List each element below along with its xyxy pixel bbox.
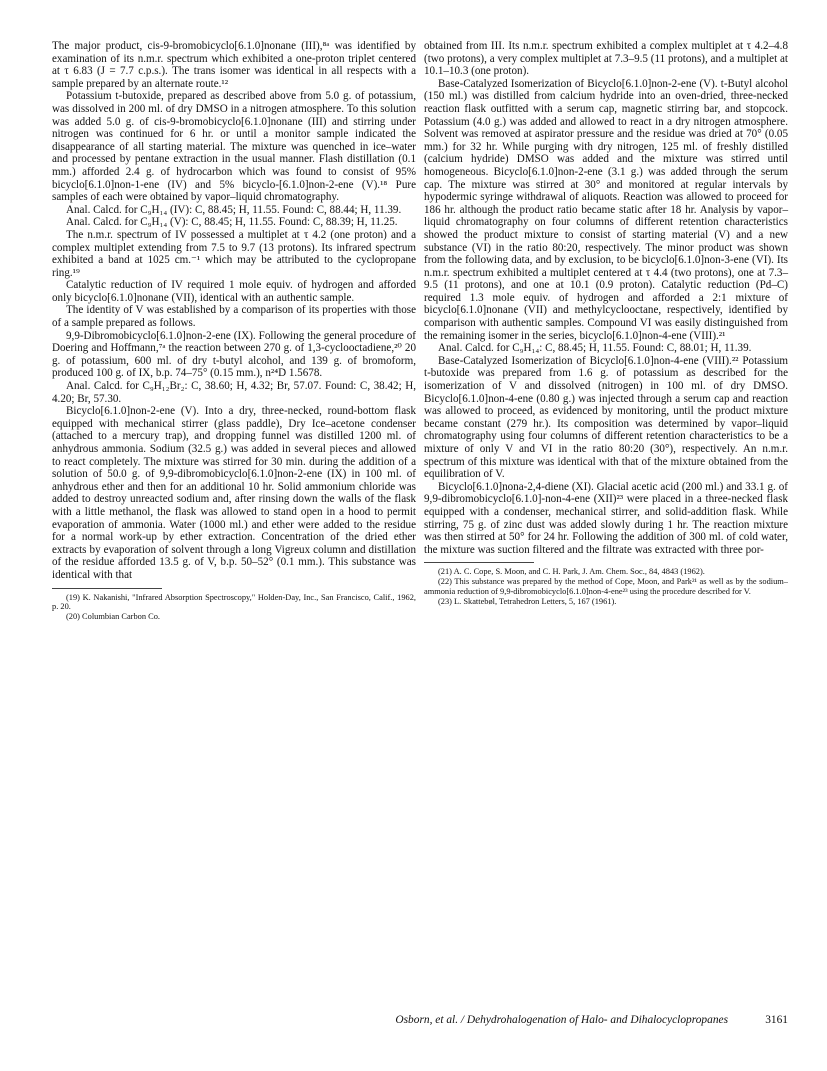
footnote: (21) A. C. Cope, S. Moon, and C. H. Park, J. Am. Chem. Soc., 84, 4843 (1962). xyxy=(438,567,705,577)
right-column xyxy=(424,40,788,607)
paragraph: Base-Catalyzed Isomerization of Bicyclo[6.1.0]non-2-ene (V). t-Butyl alcohol (150 ml.) was distilled from calcium hydride into an oven-dried, three-necked reaction flask outfitted with a serum cap, magnetic stirring bar, and stopcock. Potassium (4.0 g.) was added and allowed to react in a dry nitrogen atmosphere. Solvent was removed at aspirator pressure and the residue was dried at 70° (0.05 mm.) for 32 hr. While purging with dry nitrogen, 125 ml. of freshly distilled (calcium hydride) DMSO was added and the mixture was stirred until homogeneous. Bicyclo[6.1.0]non-2-ene (3.1 g.) was added through the serum cap. The mixture was stirred at 30° and monitored at regular intervals by hypodermic syringe withdrawal of aliquots. Reaction was allowed to proceed for 186 hr. although the product ratio became static after 18 hr. Analysis by vapor–liquid chromatography on four columns of different retention characteristics showed the product mixture to consist of starting material (V) and a new substance (VI) in the ratio 80:20, respectively. The minor product was shown from the following data, and by exclusion, to be bicyclo[6.1.0]non-3-ene (VI). Its n.m.r. spectrum exhibited a multiplet centered at τ 4.4 (two protons), one at 7.3–9.5 (11 protons), and one at 10.1 (0.9 proton). Catalytic reduction (Pd–C) required 1.3 mole equiv. of hydrogen and afforded a 2:1 mixture of bicyclo[6.1.0]nonane (VII) and methylcyclooctane, respectively, identified by comparison with authentic samples. Compound VI was easily distinguished from the remaining isomer in the series, bicyclo[6.1.0]non-4-ene (VIII).²¹ xyxy=(424,77,788,342)
footnote: (19) K. Nakanishi, "Infrared Absorption Spectroscopy," Holden-Day, Inc., San Francisco, Calif., 1962, p. 20. xyxy=(52,592,416,612)
paragraph: Catalytic reduction of IV required 1 mole equiv. of hydrogen and afforded only bicyclo[6.1.0]nonane (VII), identical with an authentic sample. xyxy=(52,279,416,304)
running-head: Osborn, et al. / Dehydrohalogenation of Halo- and Dihalocyclopropanes xyxy=(395,1014,728,1026)
paragraph: obtained from III. Its n.m.r. spectrum exhibited a complex multiplet at τ 4.2–4.8 (two protons), a very complex multiplet at 7.3–9.5 (11 protons), and a multiplet at 10.1–10.3 (one proton). xyxy=(424,40,788,78)
paragraph: Bicyclo[6.1.0]nona-2,4-diene (XI). Glacial acetic acid (200 ml.) and 33.1 g. of 9,9-dibromobicyclo[6.1.0]-non-4-ene (XII)²³ were placed in a three-necked flask equipped with a condenser, mechanical stirrer, and solid-addition flask. While stirring, 75 g. of zinc dust was added slowly during 1 hr. The reaction mixture was then stirred at 50° for 24 hr. Following the addition of 300 ml. of cold water, the mixture was suction filtered and the filtrate was extracted with three por- xyxy=(424,480,788,556)
page-number: 3161 xyxy=(765,1014,788,1026)
footnote: (23) L. Skattebøl, Tetrahedron Letters, 5, 167 (1961). xyxy=(438,596,617,606)
footnote: (20) Columbian Carbon Co. xyxy=(66,612,160,622)
paragraph: 9,9-Dibromobicyclo[6.1.0]non-2-ene (IX). Following the general procedure of Doering and Hoffmann,⁷ᵃ the reaction between 270 g. of 1,3-cyclooctadiene,²⁰ 20 g. of potassium, 600 ml. of dry t-butyl alcohol, and 139 g. of bromoform, produced 100 g. of IX, b.p. 74–75° (0.15 mm.), n²⁴D 1.5678. xyxy=(52,329,416,380)
footnote: (22) This substance was prepared by the method of Cope, Moon, and Park²¹ as well as by the sodium–ammonia reduction of 9,9-dibromobicyclo[6.1.0]non-4-ene²³ using the procedure described for V. xyxy=(424,577,788,596)
paragraph: Anal. Calcd. for C₉H₁₄ (V): C, 88.45; H, 11.55. Found: C, 88.39; H, 11.25. xyxy=(66,216,398,229)
paragraph: Base-Catalyzed Isomerization of Bicyclo[6.1.0]non-4-ene (VIII).²² Potassium t-butoxide was prepared from 1.6 g. of potassium as described for the isomerization of V and dissolved (nitrogen) in 100 ml. of dry DMSO. Bicyclo[6.1.0]non-4-ene (0.80 g.) was injected through a serum cap and reaction was allowed to proceed, as evidenced by monitoring, until the product mixture became constant (279 hr.). Its composition was determined by vapor–liquid chromatography using four columns of different retention characteristics to be a mixture of only V and VI in the ratio 80:20 (30°), respectively. An n.m.r. spectrum of this mixture was identical with that of the mixture obtained from the equilibration of V. xyxy=(424,354,788,481)
footnote-divider xyxy=(52,588,162,589)
paragraph: Anal. Calcd. for C₉H₁₂Br₂: C, 38.60; H, 4.32; Br, 57.07. Found: C, 38.42; H, 4.20; Br, 57.30. xyxy=(52,380,416,405)
paragraph: Anal. Calcd. for C₉H₁₄ (IV): C, 88.45; H, 11.55. Found: C, 88.44; H, 11.39. xyxy=(66,203,402,216)
paragraph: The major product, cis-9-bromobicyclo[6.1.0]nonane (III),⁸ᵃ was identified by examination of its n.m.r. spectrum which exhibited a one-proton triplet centered at τ 6.83 (J = 7.7 c.p.s.). The trans isomer was identical in all respects with a sample prepared by an alternate route.¹² xyxy=(52,40,416,90)
footnote-divider xyxy=(424,562,534,563)
paragraph: Potassium t-butoxide, prepared as described above from 5.0 g. of potassium, was dissolved in 200 ml. of dry DMSO in a nitrogen atmosphere. To this solution was added 5.0 g. of cis-9-bromobicyclo[6.1.0]nonane (III) and stirring under nitrogen was continued for 6 hr. or until a monitor sample indicated the disappearance of all starting material. The mixture was quenched in ice–water and processed by pentane extraction in the usual manner. Flash distillation (0.1 mm.) afforded 2.4 g. of hydrocarbon which was found to consist of 95% bicyclo[6.1.0]non-1-ene (IV) and 5% bicyclo-[6.1.0]non-2-ene (V).¹⁸ Pure samples of each were obtained by vapor–liquid chromatography. xyxy=(52,90,416,204)
left-column xyxy=(52,40,416,622)
paragraph: The n.m.r. spectrum of IV possessed a multiplet at τ 4.2 (one proton) and a complex multiplet extending from 7.5 to 9.7 (13 protons). Its infrared spectrum exhibited a band at 1025 cm.⁻¹ which may be attributed to the cyclopropane ring.¹⁹ xyxy=(52,228,416,279)
paragraph: Anal. Calcd. for C₉H₁₄: C, 88.45; H, 11.55. Found: C, 88.01; H, 11.39. xyxy=(438,342,752,355)
paragraph: Bicyclo[6.1.0]non-2-ene (V). Into a dry, three-necked, round-bottom flask equipped with mechanical stirrer (glass paddle), Dry Ice–acetone condenser (attached to a mercury trap), and dropping funnel was distilled 1200 ml. of anhydrous ammonia. Sodium (32.5 g.) was added in several pieces and allowed to react completely. The mixture was stirred for 30 min. during the addition of a solution of 50.0 g. of 9,9-dibromobicyclo[6.1.0]non-2-ene (IX) in 100 ml. of anhydrous ether and then for an additional 10 hr. Solid ammonium chloride was added to destroy unreacted sodium and, after rinsing down the walls of the flask with a little methanol, the flask was allowed to stand open in a hood to permit evaporation of ammonia. Water (1000 ml.) and ether were added to the residue for a normal work-up by ether extraction. Concentration of the dried ether extracts by evaporation of solvent through a long Vigreux column and distillation of the residue afforded 13.5 g. of V, b.p. 50–52° (0.1 mm.). This substance was identical with that xyxy=(52,405,416,581)
paragraph: The identity of V was established by a comparison of its properties with those of a sample prepared as follows. xyxy=(52,304,416,330)
